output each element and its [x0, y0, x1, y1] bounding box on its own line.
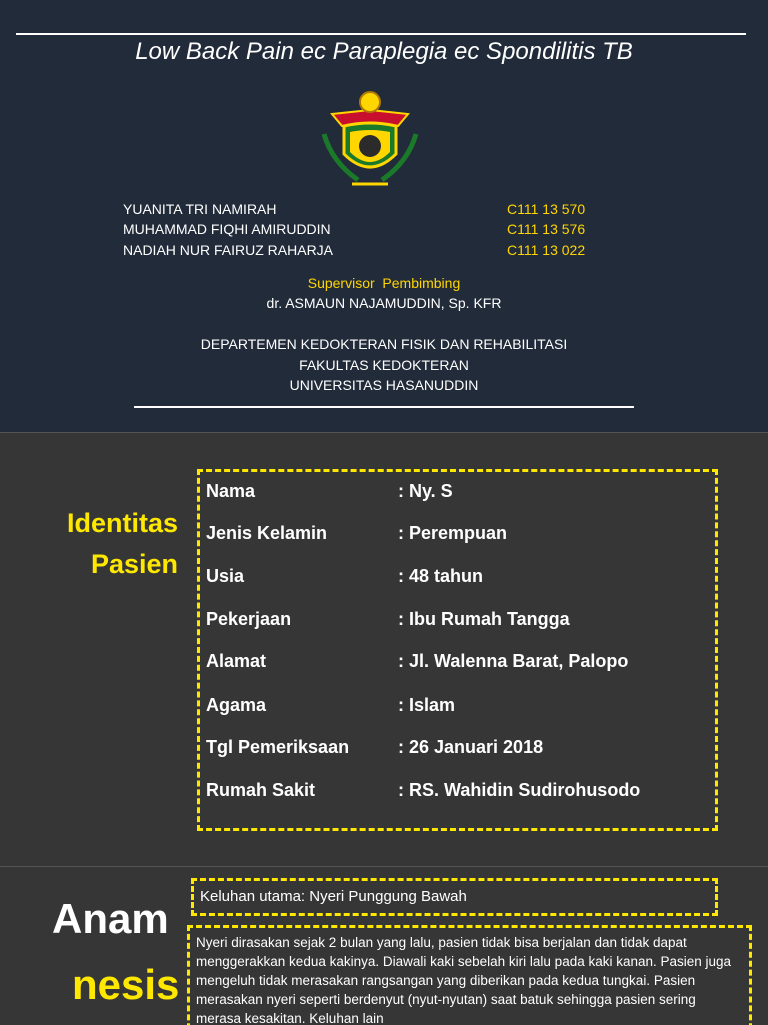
section-title-line-1: Identitas — [66, 508, 178, 538]
row-label: Agama — [206, 695, 267, 715]
section-title — [30, 503, 178, 585]
row-label: Jenis Kelamin — [206, 523, 328, 543]
row-label: Tgl Pemeriksaan — [206, 737, 350, 757]
row-value: : Islam — [398, 695, 456, 715]
university-crest-icon — [318, 84, 422, 190]
chief-complaint: Keluhan utama: Nyeri Punggung Bawah — [200, 888, 467, 905]
identity-row — [206, 737, 543, 758]
row-value: : Perempuan — [398, 523, 508, 543]
row-label: Pekerjaan — [206, 609, 292, 629]
supervisor-name: dr. ASMAUN NAJAMUDDIN, Sp. KFR — [266, 295, 502, 311]
row-value: : Jl. Walenna Barat, Palopo — [398, 651, 629, 671]
row-value: : Ibu Rumah Tangga — [398, 609, 570, 629]
section-title-line-1: Anam — [52, 895, 169, 942]
identity-row — [206, 609, 570, 630]
row-label: Alamat — [206, 651, 267, 671]
section-title-line-2: nesis — [72, 961, 180, 1008]
author-name-1: YUANITA TRI NAMIRAH — [123, 201, 277, 217]
presentation-title: Low Back Pain ec Paraplegia ec Spondilitis TB — [135, 38, 633, 65]
identity-row — [206, 780, 640, 801]
title-slide — [0, 0, 768, 432]
department-line-3: UNIVERSITAS HASANUDDIN — [289, 377, 479, 393]
top-rule — [16, 33, 746, 35]
row-label: Usia — [206, 566, 245, 586]
bottom-rule — [134, 406, 634, 408]
identity-row — [206, 523, 507, 544]
row-value: : 48 tahun — [398, 566, 484, 586]
author-id-2: C111 13 576 — [507, 221, 586, 237]
author-name-2: MUHAMMAD FIQHI AMIRUDDIN — [123, 221, 331, 237]
identity-row — [206, 695, 455, 716]
author-id-1: C111 13 570 — [507, 201, 586, 217]
identity-row — [206, 481, 453, 502]
row-value: : RS. Wahidin Sudirohusodo — [398, 780, 641, 800]
department-line-2: FAKULTAS KEDOKTERAN — [299, 357, 469, 373]
author-name-3: NADIAH NUR FAIRUZ RAHARJA — [123, 242, 334, 258]
author-id-3: C111 13 022 — [507, 242, 586, 258]
row-label: Rumah Sakit — [206, 780, 316, 800]
row-label: Nama — [206, 481, 256, 501]
identity-row — [206, 566, 483, 587]
anamnesis-slide — [0, 866, 768, 1025]
row-value: : 26 Januari 2018 — [398, 737, 544, 757]
section-title-line-2: Pasien — [90, 549, 178, 579]
identity-row — [206, 651, 628, 672]
supervisor-label: Supervisor Pembimbing — [307, 275, 461, 291]
department-line-1: DEPARTEMEN KEDOKTERAN FISIK DAN REHABILITASI — [200, 336, 568, 352]
patient-identity-slide — [0, 432, 768, 867]
history-paragraph: Nyeri dirasakan sejak 2 bulan yang lalu, pasien tidak bisa berjalan dan tidak dapat menggerakkan kedua kakinya. Diawali kaki sebelah kiri lalu pada kaki kanan. Pasien juga mengeluh tidak merasakan rangsangan yang diberikan pada kedua tungkai. Pasien merasakan nyeri seperti berdenyut (nyut-nyutan) saat batuk sehingga pasien sering merasa kesakitan. Keluhan lain — [196, 935, 732, 1025]
row-value: : Ny. S — [398, 481, 453, 501]
